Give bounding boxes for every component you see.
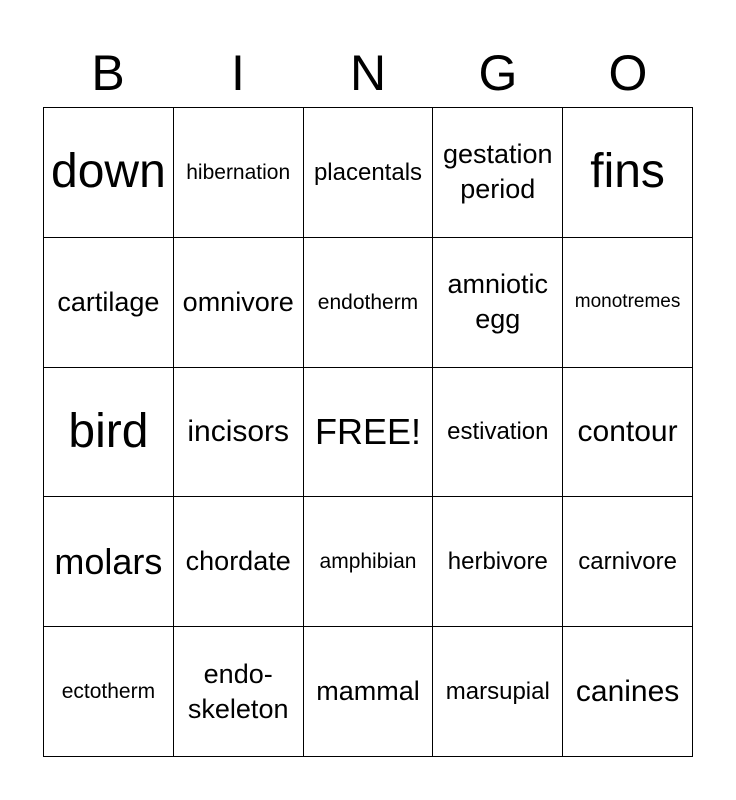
bingo-cell — [44, 238, 174, 368]
cell-text: gestation period — [442, 139, 553, 205]
cell-text: bird — [68, 404, 149, 458]
cell-text: carnivore — [578, 548, 677, 576]
header-letter-b: B — [91, 45, 125, 101]
cell-text: ectotherm — [61, 679, 156, 703]
bingo-cell — [174, 627, 304, 757]
bingo-cell — [174, 238, 304, 368]
bingo-cell — [174, 108, 304, 238]
cell-text: mammal — [316, 676, 420, 707]
bingo-cell — [563, 497, 693, 627]
bingo-cell — [44, 368, 174, 498]
cell-text: fins — [590, 145, 665, 198]
header-letter-o: O — [608, 45, 648, 101]
bingo-cell — [44, 627, 174, 757]
free-space: FREE! — [314, 411, 421, 453]
bingo-cell — [304, 627, 434, 757]
bingo-board — [43, 107, 693, 757]
cell-text: chordate — [185, 546, 291, 577]
cell-text: hibernation — [186, 160, 291, 184]
cell-text: cartilage — [57, 286, 160, 317]
cell-text: down — [51, 145, 166, 198]
bingo-cell — [563, 238, 693, 368]
header-letter-g: G — [478, 45, 518, 101]
bingo-cell — [433, 627, 563, 757]
bingo-cell — [304, 108, 434, 238]
bingo-cell — [563, 627, 693, 757]
cell-text: placentals — [313, 158, 423, 186]
header-letter-n: N — [349, 45, 387, 101]
cell-text: amphibian — [319, 550, 417, 574]
bingo-cell — [44, 108, 174, 238]
cell-text: endo- skeleton — [187, 658, 289, 724]
bingo-cell — [433, 108, 563, 238]
bingo-cell — [433, 238, 563, 368]
bingo-cell — [44, 497, 174, 627]
cell-text: contour — [577, 414, 678, 448]
cell-text: molars — [54, 540, 163, 582]
header-letter-i: I — [231, 45, 245, 101]
bingo-cell — [304, 368, 434, 498]
cell-text: marsupial — [445, 678, 550, 705]
bingo-cell — [433, 497, 563, 627]
bingo-cell — [174, 497, 304, 627]
cell-text: herbivore — [447, 548, 548, 576]
bingo-cell — [433, 368, 563, 498]
bingo-cell — [174, 368, 304, 498]
cell-text: amniotic egg — [447, 269, 549, 335]
bingo-cell — [563, 108, 693, 238]
cell-text: monotremes — [574, 290, 681, 312]
cell-text: omnivore — [182, 286, 294, 317]
bingo-cell — [304, 497, 434, 627]
cell-text: canines — [575, 674, 680, 708]
cell-text: estivation — [447, 418, 549, 446]
bingo-cell — [304, 238, 434, 368]
cell-text: endotherm — [317, 290, 419, 314]
cell-text: incisors — [187, 414, 290, 448]
bingo-header — [43, 40, 693, 106]
bingo-cell — [563, 368, 693, 498]
